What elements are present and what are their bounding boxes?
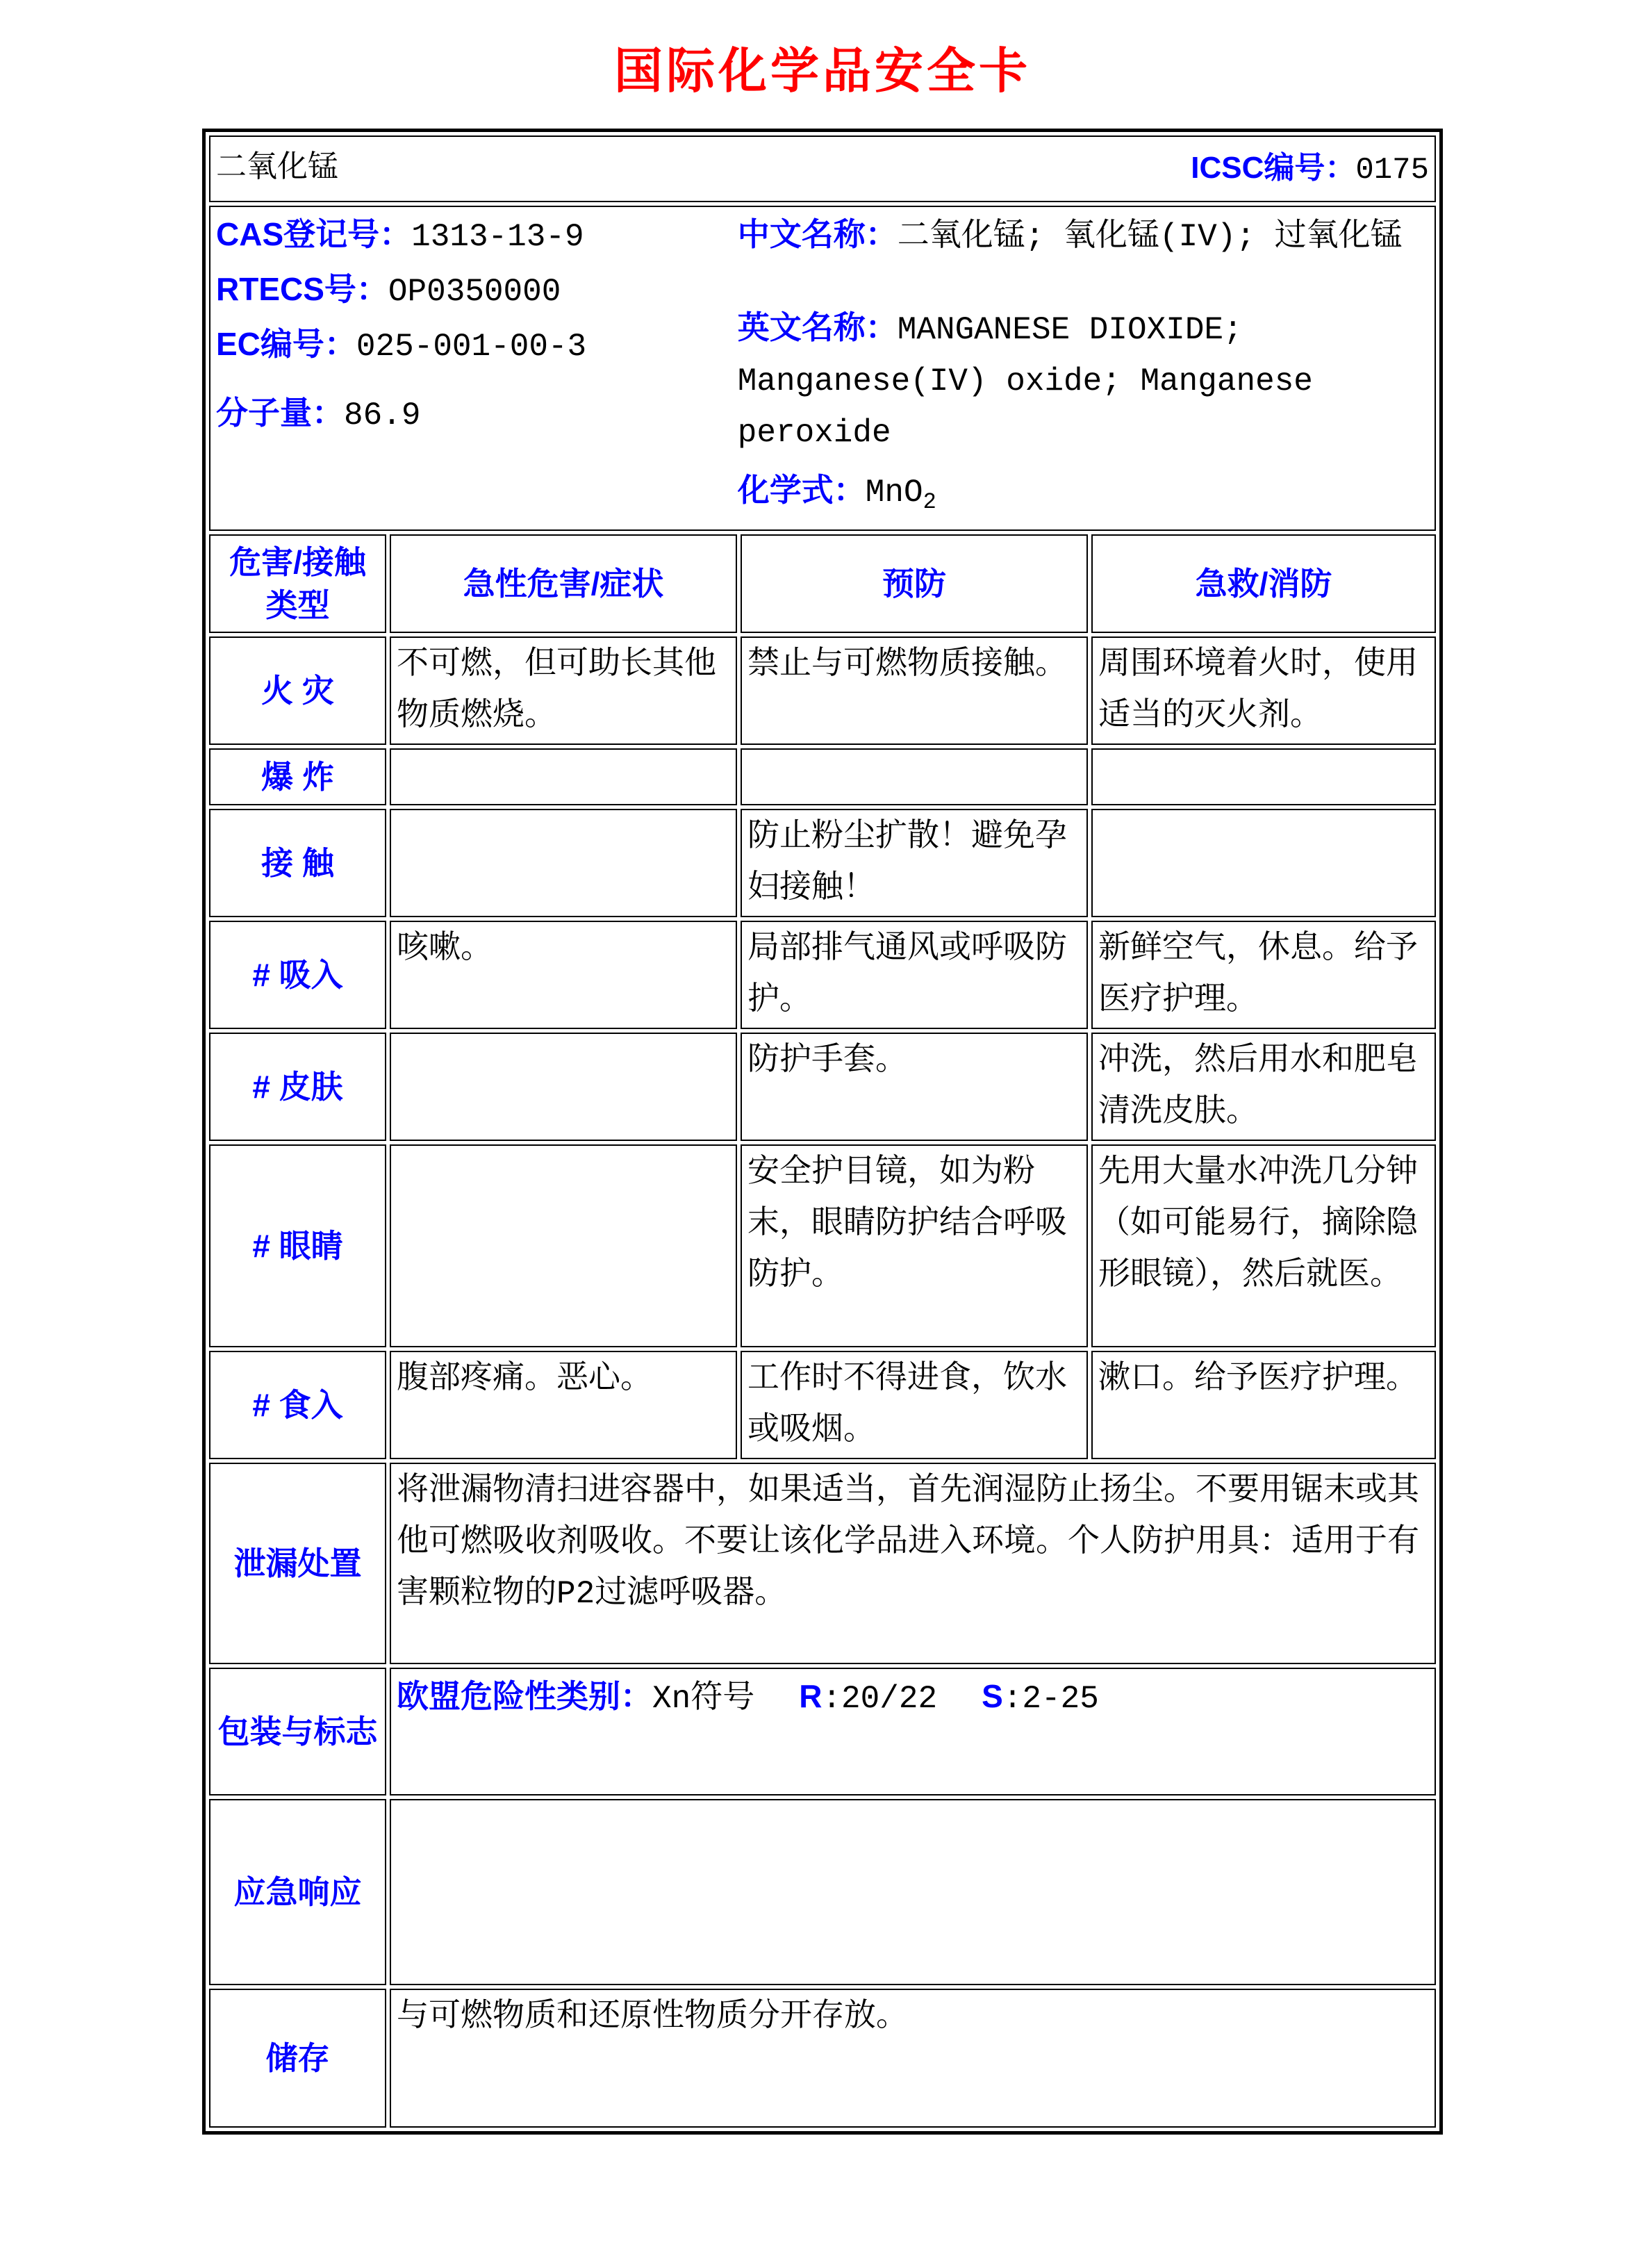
identifiers-row	[209, 206, 1436, 531]
row-label-ingestion: # 食入	[209, 1351, 386, 1459]
rtecs-number-value: OP0350000	[388, 274, 561, 310]
cas-number-value: 1313-13-9	[411, 219, 584, 255]
chemical-formula-value: MnO	[865, 475, 923, 511]
header-acute-hazards: 急性危害/症状	[390, 534, 737, 633]
hazard-row-skin	[209, 1033, 1436, 1141]
row-label-packaging: 包装与标志	[209, 1668, 386, 1796]
eu-hazard-class-label: 欧盟危险性类别：	[397, 1678, 652, 1715]
header-hazard-type: 危害/接触 类型	[209, 534, 386, 633]
hazard-row-fire	[209, 636, 1436, 745]
icsc-number	[1191, 142, 1429, 196]
hazard-row-inhalation	[209, 921, 1436, 1029]
molecular-weight-value: 86.9	[344, 397, 421, 434]
row-label-exposure: 接 触	[209, 809, 386, 917]
emergency-content-cell	[390, 1799, 1436, 1985]
fire-firstaid-cell: 周围环境着火时，使用适当的灭火剂。	[1091, 636, 1436, 745]
substance-name-cell	[209, 135, 1436, 202]
chinese-name-line	[738, 208, 1429, 263]
identifiers-right-column	[738, 208, 1429, 528]
chemical-formula-line	[738, 464, 1429, 528]
explosion-prevention-cell	[741, 748, 1088, 805]
exposure-prevention-cell: 防止粉尘扩散！避免孕妇接触！	[741, 809, 1088, 917]
storage-content-cell: 与可燃物质和还原性物质分开存放。	[390, 1989, 1436, 2128]
r-phrase-value: :20/22	[822, 1681, 938, 1718]
ec-number-value: 025-001-00-3	[356, 329, 587, 365]
row-label-eyes: # 眼睛	[209, 1144, 386, 1347]
substance-name-row	[209, 135, 1436, 202]
hazard-row-exposure	[209, 809, 1436, 917]
spillage-content-cell: 将泄漏物清扫进容器中，如果适当，首先润湿防止扬尘。不要用锯末或其他可燃吸收剂吸收。不要让该化学品进入环境。个人防护用具：适用于有害颗粒物的P2过滤呼吸器。	[390, 1463, 1436, 1664]
packaging-content-cell	[390, 1668, 1436, 1796]
eu-hazard-class-value: Xn符号	[652, 1681, 755, 1718]
inhalation-symptoms-cell: 咳嗽。	[390, 921, 737, 1029]
page-title: 国际化学品安全卡	[614, 44, 1031, 98]
section-row-emergency	[209, 1799, 1436, 1985]
row-label-skin: # 皮肤	[209, 1033, 386, 1141]
skin-firstaid-cell: 冲洗，然后用水和肥皂清洗皮肤。	[1091, 1033, 1436, 1141]
hazard-row-eyes	[209, 1144, 1436, 1347]
eyes-prevention-cell: 安全护目镜，如为粉末，眼睛防护结合呼吸防护。	[741, 1144, 1088, 1347]
english-name-value: MANGANESE DIOXIDE; Manganese(IV) oxide; Manganese peroxide	[737, 312, 1313, 451]
row-label-spillage: 泄漏处置	[209, 1463, 386, 1664]
chinese-name-value: 二氧化锰; 氧化锰(IV); 过氧化锰	[897, 219, 1403, 255]
chemical-formula-subscript: 2	[923, 489, 936, 516]
eyes-symptoms-cell	[390, 1144, 737, 1347]
header-first-aid: 急救/消防	[1091, 534, 1436, 633]
rtecs-number-line	[216, 263, 738, 318]
english-name-line	[738, 302, 1429, 459]
skin-prevention-cell: 防护手套。	[741, 1033, 1088, 1141]
inhalation-firstaid-cell: 新鲜空气，休息。给予医疗护理。	[1091, 921, 1436, 1029]
section-row-packaging	[209, 1668, 1436, 1796]
section-row-spillage	[209, 1463, 1436, 1664]
row-label-storage: 储存	[209, 1989, 386, 2128]
molecular-weight-line	[216, 387, 738, 442]
ingestion-firstaid-cell: 漱口。给予医疗护理。	[1091, 1351, 1436, 1459]
row-label-fire: 火 灾	[209, 636, 386, 745]
row-label-explosion: 爆 炸	[209, 748, 386, 805]
icsc-card-table	[202, 129, 1443, 2135]
row-label-inhalation: # 吸入	[209, 921, 386, 1029]
rtecs-number-label: RTECS号：	[216, 271, 388, 307]
eyes-firstaid-cell: 先用大量水冲洗几分钟（如可能易行，摘除隐形眼镜），然后就医。	[1091, 1144, 1436, 1347]
cas-number-label: CAS登记号：	[216, 216, 412, 252]
english-name-label: 英文名称：	[737, 309, 898, 345]
cas-number-line	[216, 208, 738, 263]
exposure-symptoms-cell	[390, 809, 737, 917]
molecular-weight-label: 分子量：	[216, 395, 344, 431]
ingestion-prevention-cell: 工作时不得进食，饮水或吸烟。	[741, 1351, 1088, 1459]
section-row-storage	[209, 1989, 1436, 2128]
ingestion-symptoms-cell: 腹部疼痛。恶心。	[390, 1351, 737, 1459]
r-phrase-label: R	[799, 1678, 822, 1715]
explosion-symptoms-cell	[390, 748, 737, 805]
identifiers-left-column	[216, 208, 738, 528]
identifiers-cell	[209, 206, 1436, 531]
exposure-firstaid-cell	[1091, 809, 1436, 917]
row-label-emergency: 应急响应	[209, 1799, 386, 1985]
inhalation-prevention-cell: 局部排气通风或呼吸防护。	[741, 921, 1088, 1029]
icsc-number-label: ICSC编号：	[1191, 150, 1356, 185]
hazard-row-ingestion	[209, 1351, 1436, 1459]
hazard-row-explosion	[209, 748, 1436, 805]
skin-symptoms-cell	[390, 1033, 737, 1141]
ec-number-label: EC编号：	[216, 326, 356, 362]
fire-symptoms-cell: 不可燃，但可助长其他物质燃烧。	[390, 636, 737, 745]
fire-prevention-cell: 禁止与可燃物质接触。	[741, 636, 1088, 745]
icsc-number-value: 0175	[1355, 152, 1429, 188]
chinese-name-label: 中文名称：	[737, 216, 898, 252]
ec-number-line	[216, 318, 738, 373]
explosion-firstaid-cell	[1091, 748, 1436, 805]
substance-name: 二氧化锰	[216, 151, 338, 186]
chemical-formula-label: 化学式：	[737, 472, 866, 508]
s-phrase-value: :2-25	[1002, 1681, 1099, 1718]
header-prevention: 预防	[741, 534, 1088, 633]
hazard-header-row	[209, 534, 1436, 633]
s-phrase-label: S	[982, 1678, 1003, 1715]
